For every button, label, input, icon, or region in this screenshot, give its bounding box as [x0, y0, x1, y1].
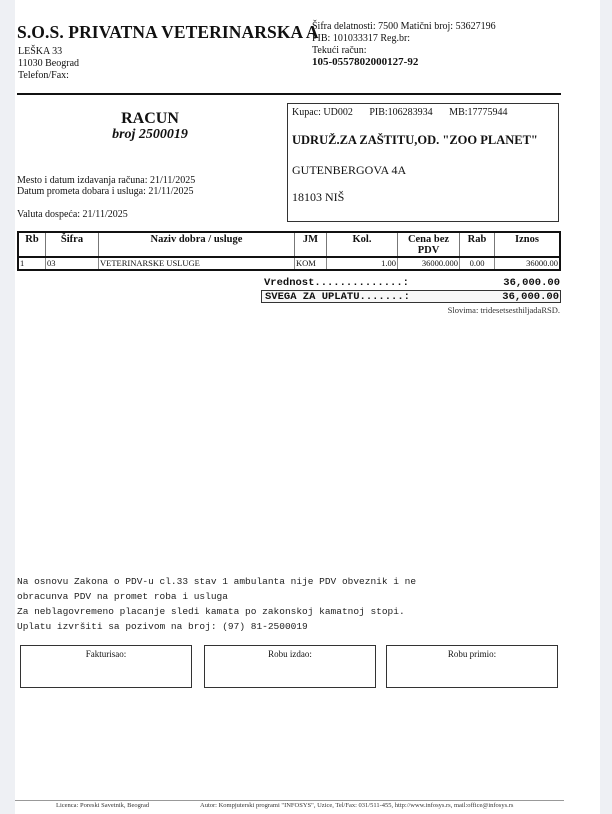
grand-total-row: [261, 290, 561, 303]
issuer-activity-code: Šifra delatnosti: 7500 Matični broj: 53627196: [312, 21, 496, 32]
cell-rb: 1: [20, 258, 25, 268]
subtotal-row: [261, 277, 561, 290]
header-divider: [17, 93, 561, 95]
document-number: broj 2500019: [112, 127, 188, 142]
column-header-kol: Kol.: [327, 232, 398, 257]
cell-sifra: 03: [46, 257, 99, 270]
footer-author: Autor: Kompjuterski programi "INFOSYS", Uzice, Tel/Fax: 031/511-455, http://www.infosys.rs, mail:office@infosys.rs: [200, 802, 514, 809]
issuer-pib: PIB: 101033317 Reg.br:: [312, 33, 411, 44]
items-table: [17, 231, 561, 271]
due-date: Valuta dospeća: 21/11/2025: [17, 209, 128, 220]
grand-total-amount: 36,000.00: [502, 291, 559, 303]
buyer-code: Kupac: UD002: [292, 107, 353, 118]
column-header-rb: Rb: [18, 232, 46, 257]
column-header-rab: Rab: [460, 232, 495, 257]
column-header-cena: Cena bez PDV: [398, 232, 460, 257]
buyer-mb: MB:17775944: [449, 107, 508, 118]
signature-box-goods-received-by: [386, 645, 558, 688]
buyer-name: UDRUŽ.ZA ZAŠTITU,OD. "ZOO PLANET": [292, 133, 538, 147]
signature-label: Fakturisao:: [85, 649, 127, 659]
issuer-account-label: Tekući račun:: [312, 45, 367, 56]
column-header-naziv: Naziv dobra / usluge: [99, 232, 295, 257]
signature-label: Robu primio:: [447, 649, 497, 659]
cell-rab: 0.00: [460, 257, 495, 270]
cell-naziv: VETERINARSKE USLUGE: [99, 257, 295, 270]
signature-box-goods-issued-by: [204, 645, 376, 688]
subtotal-amount: 36,000.00: [503, 277, 560, 289]
cell-jm: KOM: [295, 257, 327, 270]
issuer-phone: Telefon/Fax:: [18, 70, 69, 81]
footer-divider: [15, 800, 564, 801]
buyer-box: [287, 103, 559, 222]
signature-box-invoiced-by: [20, 645, 192, 688]
grand-total-label: SVEGA ZA UPLATU.......:: [265, 291, 410, 303]
invoice-page: [15, 0, 600, 814]
issuer-bank-account: 105-0557802000127-92: [312, 56, 419, 68]
buyer-city: 18103 NIŠ: [292, 190, 345, 204]
issue-date: Mesto i datum izdavanja računa: 21/11/2025: [17, 175, 196, 186]
amount-in-words: Slovima: tridesetsesthiljadaRSD.: [447, 305, 560, 315]
note-line-4: Uplatu izvršiti sa pozivom na broj: (97) 81-2500019: [17, 621, 308, 632]
issuer-city: 11030 Beograd: [18, 58, 80, 69]
issuer-street: LEŠKA 33: [18, 46, 63, 57]
cell-kol: 1.00: [327, 257, 398, 270]
table-header-row: [18, 232, 560, 257]
footer-license: Licenca: Poreski Savetnik, Beograd: [56, 802, 150, 809]
subtotal-label: Vrednost..............:: [264, 277, 409, 289]
buyer-pib: PIB:106283934: [369, 107, 433, 118]
turnover-date: Datum prometa dobara i usluga: 21/11/2025: [17, 186, 194, 197]
column-header-sifra: Šifra: [46, 232, 99, 257]
cell-cena: 36000.000: [398, 257, 460, 270]
cell-iznos: 36000.00: [495, 257, 561, 270]
note-line-3: Za neblagovremeno placanje sledi kamata po zakonskoj kamatnoj stopi.: [17, 606, 405, 617]
column-header-iznos: Iznos: [495, 232, 561, 257]
issuer-name: S.O.S. PRIVATNA VETERINARSKA A: [17, 22, 319, 42]
buyer-ids: [292, 107, 522, 118]
note-line-2: obracunva PDV na promet roba i usluga: [17, 591, 228, 602]
note-line-1: Na osnovu Zakona o PDV-u cl.33 stav 1 ambulanta nije PDV obveznik i ne: [17, 576, 417, 587]
signature-label: Robu izdao:: [268, 649, 312, 659]
document-title: RACUN: [121, 110, 179, 127]
column-header-jm: JM: [295, 232, 327, 257]
buyer-street: GUTENBERGOVA 4A: [292, 163, 407, 177]
table-row: [18, 257, 560, 270]
